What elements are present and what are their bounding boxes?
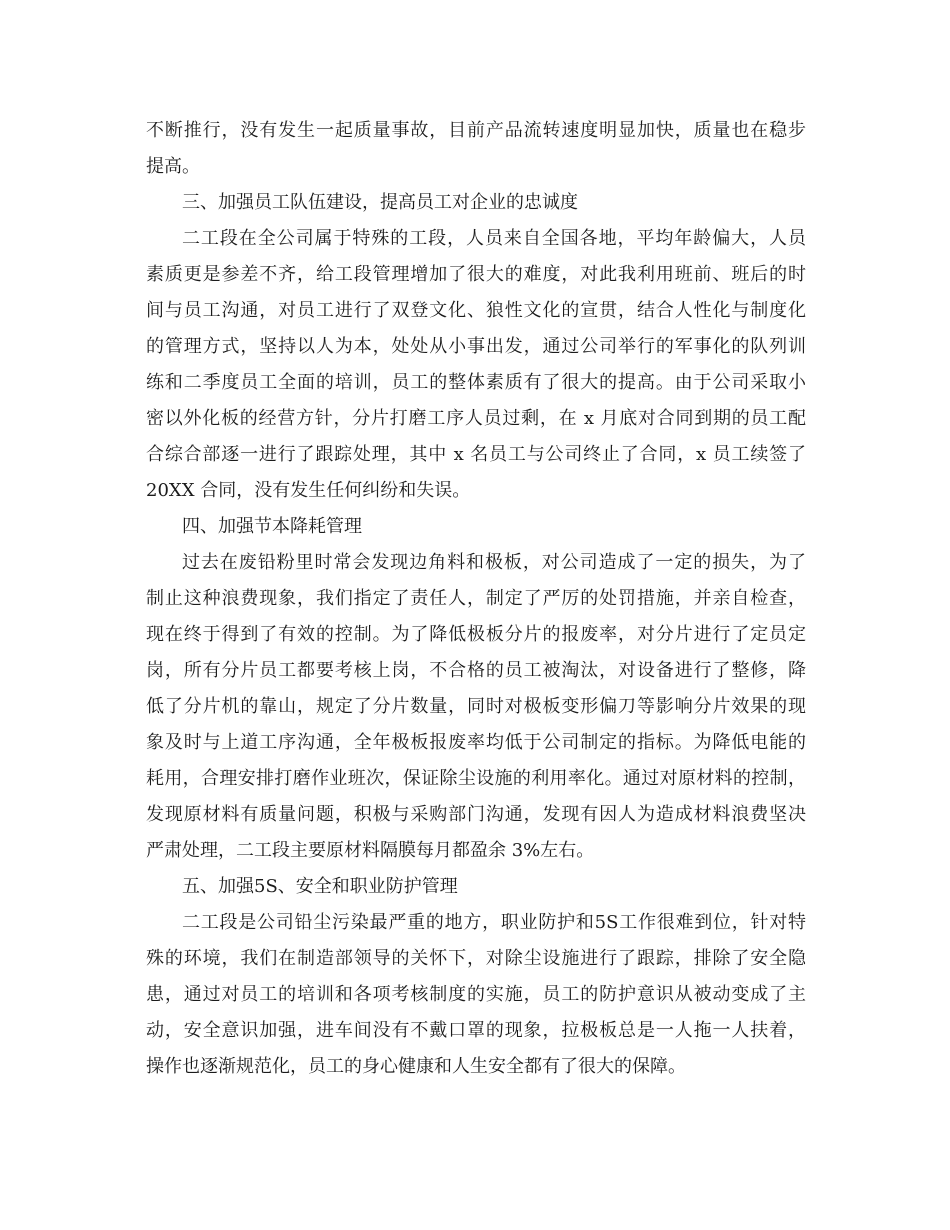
text-line: 间与员工沟通，对员工进行了双登文化、狼性文化的宣贯，结合人性化与制度化 [146, 300, 806, 321]
text-line: 素质更是参差不齐，给工段管理增加了很大的难度，对此我利用班前、班后的时 [146, 264, 806, 285]
text-line: 严肃处理，二工段主要原材料隔膜每月都盈余 3%左右。 [146, 840, 595, 861]
text-line: 现在终于得到了有效的控制。为了降低极板分片的报废率，对分片进行了定员定 [146, 624, 806, 645]
text-line: 练和二季度员工全面的培训，员工的整体素质有了很大的提高。由于公司采取小 [146, 372, 806, 393]
text-line: 患，通过对员工的培训和各项考核制度的实施，员工的防护意识从被动变成了主 [146, 984, 806, 1005]
text-line: 不断推行，没有发生一起质量事故，目前产品流转速度明显加快，质量也在稳步 [146, 120, 806, 141]
text-line: 岗，所有分片员工都要考核上岗，不合格的员工被淘汰，对设备进行了整修，降 [146, 660, 806, 681]
section-heading: 四、加强节本降耗管理 [182, 516, 362, 537]
text-line: 发现原材料有质量问题，积极与采购部门沟通，发现有因人为造成材料浪费坚决 [146, 804, 806, 825]
text-line: 操作也逐渐规范化，员工的身心健康和人生安全都有了很大的保障。 [146, 1056, 686, 1077]
text-line: 过去在废铅粉里时常会发现边角料和极板，对公司造成了一定的损失，为了 [182, 552, 806, 573]
text-line: 20XX 合同，没有发生任何纠纷和失误。 [146, 480, 471, 501]
text-line: 密以外化板的经营方针，分片打磨工序人员过剩，在 x 月底对合同到期的员工配 [146, 408, 806, 429]
text-line: 提高。 [146, 156, 200, 177]
document-body [146, 113, 806, 1085]
text-line: 制止这种浪费现象，我们指定了责任人，制定了严厉的处罚措施，并亲自检查， [146, 588, 806, 609]
text-line: 的管理方式，坚持以人为本，处处从小事出发，通过公司举行的军事化的队列训 [146, 336, 806, 357]
text-line: 象及时与上道工序沟通，全年极板报废率均低于公司制定的指标。为降低电能的 [146, 732, 806, 753]
text-line: 耗用，合理安排打磨作业班次，保证除尘设施的利用率化。通过对原材料的控制， [146, 768, 806, 789]
text-line: 动，安全意识加强，进车间没有不戴口罩的现象，拉极板总是一人拖一人扶着， [146, 1020, 806, 1041]
text-line: 二工段在全公司属于特殊的工段，人员来自全国各地，平均年龄偏大，人员 [182, 228, 806, 249]
text-line: 殊的环境，我们在制造部领导的关怀下，对除尘设施进行了跟踪，排除了安全隐 [146, 948, 806, 969]
text-line: 二工段是公司铅尘污染最严重的地方，职业防护和5S工作很难到位，针对特 [182, 912, 806, 933]
text-line: 合综合部逐一进行了跟踪处理，其中 x 名员工与公司终止了合同，x 员工续签了 [146, 444, 806, 465]
text-line: 低了分片机的靠山，规定了分片数量，同时对极板变形偏刀等影响分片效果的现 [146, 696, 806, 717]
section-heading: 三、加强员工队伍建设，提高员工对企业的忠诚度 [182, 192, 578, 213]
section-heading: 五、加强5S、安全和职业防护管理 [182, 876, 458, 897]
